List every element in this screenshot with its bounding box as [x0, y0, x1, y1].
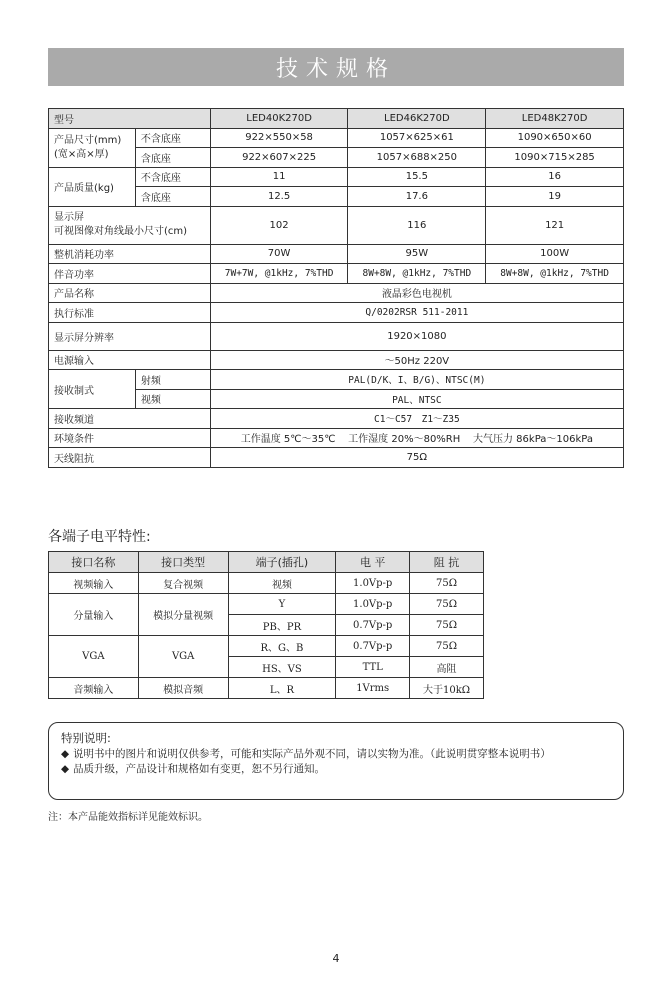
standard-label: 执行标准 [49, 303, 211, 323]
spec-value: C1～C57 Z1～Z35 [210, 409, 623, 429]
env-temp: 工作温度 5℃～35℃ [240, 434, 336, 446]
spec-row [49, 264, 624, 284]
power-input-label: 电源输入 [49, 350, 211, 370]
port-type: 复合视频 [138, 573, 228, 594]
port-name: 视频输入 [49, 573, 139, 594]
spec-value: 15.5 [348, 167, 486, 187]
spec-value: 12.5 [210, 187, 348, 207]
port-name: 分量输入 [49, 594, 139, 636]
column-header: 接口名称 [49, 552, 139, 573]
port-impedance: 大于10kΩ [410, 678, 484, 699]
port-impedance: 75Ω [410, 594, 484, 615]
table-row [49, 678, 484, 699]
port-name: VGA [49, 636, 139, 678]
spec-value: 922×607×225 [210, 148, 348, 168]
special-notes-box [48, 722, 624, 800]
port-level: 0.7Vp-p [336, 615, 410, 636]
spec-row [49, 283, 624, 303]
port-type: VGA [138, 636, 228, 678]
spec-row [49, 148, 624, 168]
spec-row [49, 448, 624, 468]
spec-value: 75Ω [210, 448, 623, 468]
port-level: 1.0Vp-p [336, 594, 410, 615]
port-impedance: 75Ω [410, 636, 484, 657]
note-item [61, 762, 611, 777]
spec-value: 7W+7W, @1kHz, 7%THD [210, 264, 348, 284]
port-level: 1.0Vp-p [336, 573, 410, 594]
spec-table [48, 108, 624, 468]
note-text: 说明书中的图片和说明仅供参考，可能和实际产品外观不同，请以实物为准。（此说明贯穿整本说明书） [73, 748, 551, 760]
spec-value: 1090×650×60 [486, 128, 624, 148]
sub-label: 含底座 [135, 148, 210, 168]
environment-label: 环境条件 [49, 428, 211, 448]
size-label-line: (宽×高×厚) [54, 148, 109, 160]
spec-row [49, 206, 624, 244]
footnote: 注：本产品能效指标详见能效标识。 [48, 812, 208, 823]
page-number: 4 [332, 952, 340, 965]
port-impedance: 75Ω [410, 573, 484, 594]
spec-value: 102 [210, 206, 348, 244]
diamond-bullet-icon: ◆ [61, 748, 70, 760]
spec-value: 70W [210, 244, 348, 264]
sub-label: 不含底座 [135, 128, 210, 148]
port-terminal: 视频 [228, 573, 336, 594]
audio-power-label: 伴音功率 [49, 264, 211, 284]
port-terminal: PB、PR [228, 615, 336, 636]
table-row [49, 594, 484, 615]
port-name: 音频输入 [49, 678, 139, 699]
sub-label: 不含底座 [135, 167, 210, 187]
spec-value: 116 [348, 206, 486, 244]
spec-value: 1090×715×285 [486, 148, 624, 168]
spec-value: PAL、NTSC [210, 389, 623, 409]
power-label: 整机消耗功率 [49, 244, 211, 264]
screen-label [49, 206, 211, 244]
spec-header-row [49, 109, 624, 129]
channel-label: 接收频道 [49, 409, 211, 429]
spec-row [49, 428, 624, 448]
table-row [49, 573, 484, 594]
size-label [49, 128, 136, 167]
spec-row [49, 389, 624, 409]
spec-row [49, 187, 624, 207]
spec-value: 1920×1080 [210, 322, 623, 350]
diamond-bullet-icon: ◆ [61, 763, 70, 775]
column-header: 接口类型 [138, 552, 228, 573]
port-terminal: HS、VS [228, 657, 336, 678]
spec-row [49, 370, 624, 390]
screen-label-line: 显示屏 [54, 212, 84, 223]
screen-label-line: 可视图像对角线最小尺寸(cm) [54, 226, 188, 237]
page-title: 技术规格 [48, 48, 624, 86]
note-text: 品质升级，产品设计和规格如有变更，恕不另行通知。 [73, 763, 325, 775]
spec-value: 19 [486, 187, 624, 207]
mass-label: 产品质量(kg) [49, 167, 136, 206]
port-type: 模拟分量视频 [138, 594, 228, 636]
spec-value: 1057×688×250 [348, 148, 486, 168]
model-name: LED48K270D [486, 109, 624, 129]
spec-value: ～50Hz 220V [210, 350, 623, 370]
column-header: 阻 抗 [410, 552, 484, 573]
product-name-label: 产品名称 [49, 283, 211, 303]
spec-value: 95W [348, 244, 486, 264]
port-terminal: L、R [228, 678, 336, 699]
antenna-label: 天线阻抗 [49, 448, 211, 468]
spec-value: 8W+8W, @1kHz, 7%THD [486, 264, 624, 284]
spec-value: 100W [486, 244, 624, 264]
sub-label: 含底座 [135, 187, 210, 207]
sub-label: 射频 [135, 370, 210, 390]
column-header: 电 平 [336, 552, 410, 573]
model-name: LED46K270D [348, 109, 486, 129]
spec-value: 121 [486, 206, 624, 244]
spec-value: Q/0202RSR 511-2011 [210, 303, 623, 323]
spec-row [49, 303, 624, 323]
column-header: 端子(插孔) [228, 552, 336, 573]
env-pressure: 大气压力 86kPa～106kPa [473, 434, 593, 446]
port-level: 1Vrms [336, 678, 410, 699]
spec-row [49, 128, 624, 148]
note-item [61, 747, 611, 762]
size-label-line: 产品尺寸(mm) [54, 134, 122, 146]
port-type: 模拟音频 [138, 678, 228, 699]
env-humidity: 工作湿度 20%～80%RH [348, 434, 461, 446]
notes-title: 特别说明: [61, 731, 111, 745]
model-name: LED40K270D [210, 109, 348, 129]
spec-value: 11 [210, 167, 348, 187]
ports-header-row [49, 552, 484, 573]
ports-table [48, 551, 484, 699]
port-terminal: Y [228, 594, 336, 615]
spec-row [49, 167, 624, 187]
port-level: TTL [336, 657, 410, 678]
spec-value: 17.6 [348, 187, 486, 207]
spec-row [49, 322, 624, 350]
table-row [49, 636, 484, 657]
spec-row [49, 244, 624, 264]
spec-value: 1057×625×61 [348, 128, 486, 148]
spec-value: PAL(D/K、I、B/G)、NTSC(M) [210, 370, 623, 390]
port-terminal: R、G、B [228, 636, 336, 657]
port-level: 0.7Vp-p [336, 636, 410, 657]
spec-value: 922×550×58 [210, 128, 348, 148]
port-impedance: 75Ω [410, 615, 484, 636]
spec-row [49, 409, 624, 429]
sub-label: 视频 [135, 389, 210, 409]
port-impedance: 高阻 [410, 657, 484, 678]
resolution-label: 显示屏分辨率 [49, 322, 211, 350]
spec-value [210, 428, 623, 448]
spec-value: 液晶彩色电视机 [210, 283, 623, 303]
model-label: 型号 [49, 109, 211, 129]
receive-system-label: 接收制式 [49, 370, 136, 409]
spec-value: 16 [486, 167, 624, 187]
ports-section-title: 各端子电平特性: [48, 529, 151, 545]
spec-value: 8W+8W, @1kHz, 7%THD [348, 264, 486, 284]
spec-row [49, 350, 624, 370]
